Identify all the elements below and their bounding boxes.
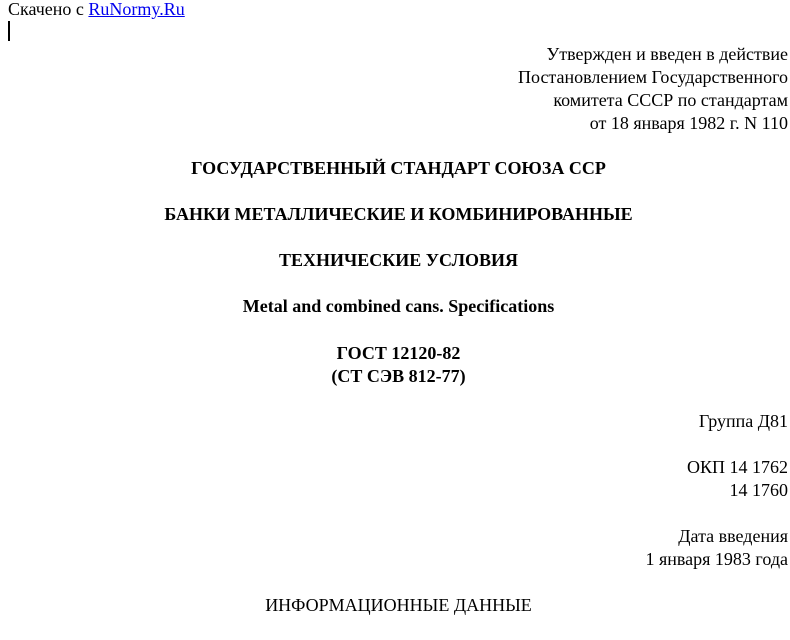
source-link[interactable]: RuNormy.Ru	[88, 0, 185, 19]
source-prefix: Скачено с	[8, 0, 84, 19]
standard-number-block	[0, 342, 790, 388]
standard-org-heading: ГОСУДАРСТВЕННЫЙ СТАНДАРТ СОЮЗА ССР	[191, 158, 606, 178]
okp-code-1: ОКП 14 1762	[686, 457, 788, 477]
approval-line-2: Постановлением Государственного	[518, 67, 788, 87]
standard-number: ГОСТ 12120-82	[336, 343, 461, 363]
approval-block	[518, 43, 788, 135]
introduction-date-block	[645, 525, 788, 571]
approval-line-3: комитета СССР по стандартам	[553, 90, 788, 110]
standard-subtitle: ТЕХНИЧЕСКИЕ УСЛОВИЯ	[279, 250, 518, 270]
standard-reference: (СТ СЭВ 812-77)	[331, 366, 466, 386]
info-section-title: ИНФОРМАЦИОННЫЕ ДАННЫЕ	[265, 595, 532, 615]
introduction-label: Дата введения	[678, 526, 788, 546]
okp-block	[687, 456, 788, 502]
introduction-date: 1 января 1983 года	[645, 549, 788, 569]
source-line	[8, 0, 185, 20]
okp-code-2: 14 1760	[729, 480, 788, 500]
group-code: Группа Д81	[698, 411, 788, 431]
approval-line-4: от 18 января 1982 г. N 110	[589, 113, 788, 133]
standard-title: БАНКИ МЕТАЛЛИЧЕСКИЕ И КОМБИНИРОВАННЫЕ	[164, 204, 633, 224]
standard-english-title: Metal and combined cans. Specifications	[242, 296, 555, 316]
text-cursor	[8, 21, 10, 41]
approval-line-1: Утвержден и введен в действие	[546, 44, 788, 64]
